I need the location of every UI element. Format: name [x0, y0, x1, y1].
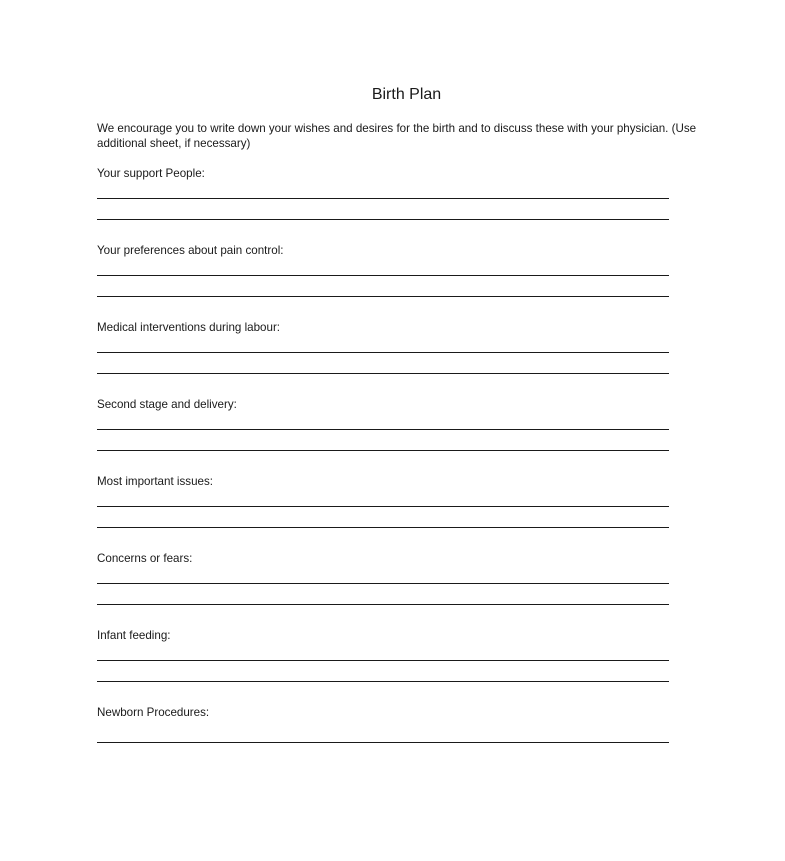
section-newborn-procedures [97, 706, 669, 720]
section-label-important-issues: Most important issues: [97, 475, 213, 488]
section-label-infant-feeding: Infant feeding: [97, 629, 171, 642]
answer-line[interactable] [97, 660, 669, 661]
section-label-second-stage: Second stage and delivery: [97, 398, 237, 411]
answer-line[interactable] [97, 275, 669, 276]
section-important-issues [97, 475, 669, 489]
answer-line[interactable] [97, 198, 669, 199]
section-infant-feeding [97, 629, 669, 643]
answer-line[interactable] [97, 681, 669, 682]
answer-line[interactable] [97, 506, 669, 507]
answer-line[interactable] [97, 742, 669, 743]
intro-text: We encourage you to write down your wishes and desires for the birth and to discuss these with your physician. (Use additional sheet, if necessary) [97, 122, 697, 150]
answer-line[interactable] [97, 373, 669, 374]
answer-line[interactable] [97, 296, 669, 297]
page-title: Birth Plan [371, 86, 442, 103]
section-support-people [97, 167, 669, 181]
answer-line[interactable] [97, 450, 669, 451]
answer-line[interactable] [97, 583, 669, 584]
section-label-newborn-procedures: Newborn Procedures: [97, 706, 210, 719]
answer-line[interactable] [97, 352, 669, 353]
answer-line[interactable] [97, 604, 669, 605]
answer-line[interactable] [97, 527, 669, 528]
section-pain-control [97, 244, 669, 258]
answer-line[interactable] [97, 429, 669, 430]
section-label-concerns-fears: Concerns or fears: [97, 552, 193, 565]
section-concerns-fears [97, 552, 669, 566]
section-medical-interventions [97, 321, 669, 335]
section-label-medical-interventions: Medical interventions during labour: [97, 321, 281, 334]
answer-line[interactable] [97, 219, 669, 220]
section-second-stage [97, 398, 669, 412]
section-label-pain-control: Your preferences about pain control: [97, 244, 284, 257]
section-label-support-people: Your support People: [97, 167, 205, 180]
